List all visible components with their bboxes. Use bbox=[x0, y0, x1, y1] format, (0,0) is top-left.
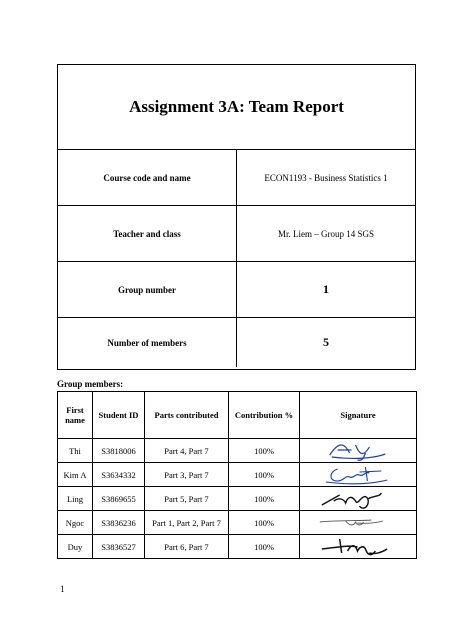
contribution-cell: 100% bbox=[229, 511, 300, 535]
first-name-cell: Ling bbox=[58, 487, 93, 511]
table-row bbox=[58, 439, 417, 463]
info-value: 5 bbox=[323, 335, 329, 349]
student-id-cell: S3818006 bbox=[93, 439, 145, 463]
signature-cell bbox=[300, 511, 417, 535]
info-label: Number of members bbox=[58, 318, 237, 368]
info-row-course bbox=[58, 150, 415, 206]
signature-image bbox=[300, 463, 416, 486]
student-id-cell: S3869655 bbox=[93, 487, 145, 511]
page-title: Assignment 3A: Team Report bbox=[129, 97, 344, 116]
info-label: Group number bbox=[58, 262, 237, 318]
info-table bbox=[58, 150, 415, 367]
student-id-cell: S3836527 bbox=[93, 535, 145, 559]
signature-image bbox=[300, 535, 416, 558]
table-row bbox=[58, 511, 417, 535]
col-header-contribution: Contribution % bbox=[229, 392, 300, 439]
signature-cell bbox=[300, 487, 417, 511]
signature-image bbox=[300, 487, 416, 510]
table-row bbox=[58, 535, 417, 559]
info-label: Teacher and class bbox=[58, 206, 237, 262]
members-header-row bbox=[58, 392, 417, 439]
table-row bbox=[58, 463, 417, 487]
first-name-cell: Duy bbox=[58, 535, 93, 559]
col-header-parts: Parts contributed bbox=[145, 392, 229, 439]
col-header-first-name: First name bbox=[58, 392, 93, 439]
parts-cell: Part 5, Part 7 bbox=[145, 487, 229, 511]
info-value: 1 bbox=[237, 262, 416, 318]
parts-cell: Part 1, Part 2, Part 7 bbox=[145, 511, 229, 535]
members-heading: Group members: bbox=[57, 379, 124, 389]
contribution-cell: 100% bbox=[229, 535, 300, 559]
info-label: Course code and name bbox=[58, 150, 237, 206]
signature-image bbox=[300, 511, 416, 534]
members-table bbox=[57, 391, 417, 559]
page-number: 1 bbox=[60, 584, 65, 594]
title-box bbox=[58, 65, 415, 150]
student-id-cell: S3836236 bbox=[93, 511, 145, 535]
info-value: Mr. Liem – Group 14 SGS bbox=[237, 206, 416, 262]
contribution-cell: 100% bbox=[229, 487, 300, 511]
col-header-student-id: Student ID bbox=[93, 392, 145, 439]
info-row-members bbox=[58, 318, 415, 368]
signature-cell bbox=[300, 439, 417, 463]
cover-box bbox=[57, 64, 416, 370]
signature-cell bbox=[300, 463, 417, 487]
contribution-cell: 100% bbox=[229, 439, 300, 463]
first-name-cell: Kim A bbox=[58, 463, 93, 487]
table-row bbox=[58, 487, 417, 511]
student-id-cell: S3634332 bbox=[93, 463, 145, 487]
contribution-cell: 100% bbox=[229, 463, 300, 487]
info-row-group bbox=[58, 262, 415, 318]
signature-image bbox=[300, 439, 416, 462]
first-name-cell: Ngoc bbox=[58, 511, 93, 535]
info-value: ECON1193 - Business Statistics 1 bbox=[237, 150, 416, 206]
first-name-cell: Thi bbox=[58, 439, 93, 463]
signature-cell bbox=[300, 535, 417, 559]
parts-cell: Part 6, Part 7 bbox=[145, 535, 229, 559]
info-row-teacher bbox=[58, 206, 415, 262]
parts-cell: Part 4, Part 7 bbox=[145, 439, 229, 463]
col-header-signature: Signature bbox=[300, 392, 417, 439]
parts-cell: Part 3, Part 7 bbox=[145, 463, 229, 487]
